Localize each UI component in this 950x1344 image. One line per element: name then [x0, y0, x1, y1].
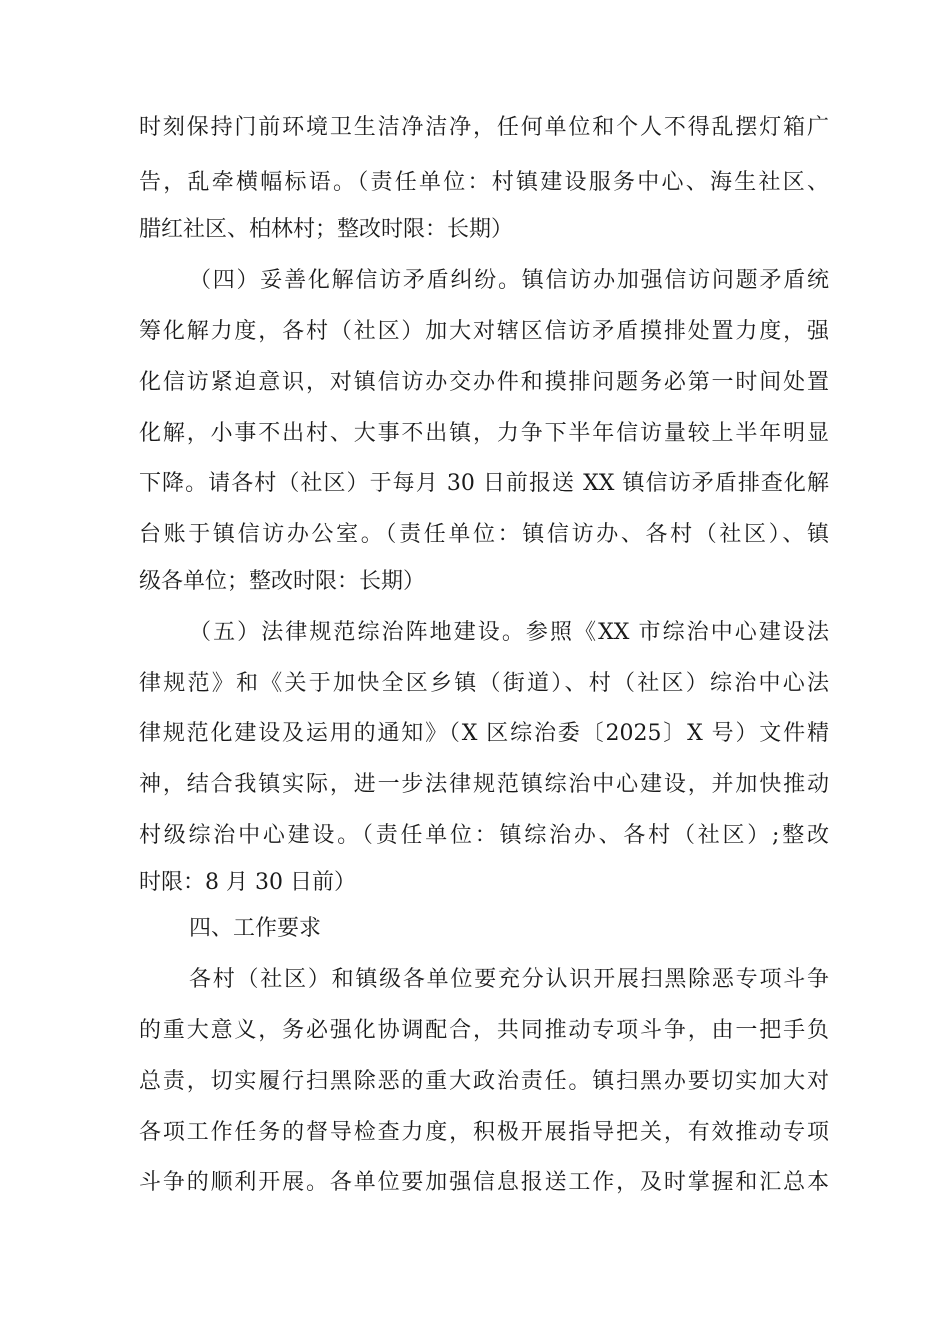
- text-line: 的重大意义，务必强化协调配合，共同推动专项斗争，由一把手负: [139, 1018, 829, 1043]
- paragraph-heading-five: （五）法律规范综治阵地建设。参照《XX 市综治中心建设法: [189, 620, 829, 645]
- text-line: 时刻保持门前环境卫生洁净洁净，任何单位和个人不得乱摆灯箱广: [139, 115, 829, 140]
- text-line: 律规范》和《关于加快全区乡镇（街道）、村（社区）综治中心法: [139, 671, 829, 696]
- paragraph-heading-four: （四）妥善化解信访矛盾纠纷。镇信访办加强信访问题矛盾统: [189, 268, 829, 293]
- text-line: 化解，小事不出村、大事不出镇，力争下半年信访量较上半年明显: [139, 421, 829, 446]
- text-line: 总责，切实履行扫黑除恶的重大政治责任。镇扫黑办要切实加大对: [139, 1069, 829, 1094]
- text-line: 告，乱牵横幅标语。（责任单位：村镇建设服务中心、海生社区、: [139, 170, 829, 195]
- text-line: 化信访紧迫意识，对镇信访办交办件和摸排问题务必第一时间处置: [139, 370, 829, 395]
- text-line: 级各单位；整改时限：长期）: [139, 569, 426, 594]
- text-line: 斗争的顺利开展。各单位要加强信息报送工作，及时掌握和汇总本: [139, 1170, 829, 1195]
- text-line: 腊红社区、柏林村；整改时限：长期）: [139, 217, 514, 242]
- text-line: 村级综治中心建设。（责任单位：镇综治办、各村（社区）;整改: [139, 823, 829, 848]
- text-line: 台账于镇信访办公室。（责任单位：镇信访办、各村（社区）、镇: [139, 522, 829, 547]
- text-line: 下降。请各村（社区）于每月 30 日前报送 XX 镇信访矛盾排查化解: [139, 471, 829, 496]
- text-line: 各村（社区）和镇级各单位要充分认识开展扫黑除恶专项斗争: [189, 967, 829, 992]
- text-line: 各项工作任务的督导检查力度，积极开展指导把关，有效推动专项: [139, 1120, 829, 1145]
- section-heading-work-requirements: 四、工作要求: [189, 916, 322, 941]
- text-line: 神，结合我镇实际，进一步法律规范镇综治中心建设，并加快推动: [139, 772, 829, 797]
- text-line: 筹化解力度，各村（社区）加大对辖区信访矛盾摸排处置力度，强: [139, 319, 829, 344]
- text-line: 律规范化建设及运用的通知》（X 区综治委〔2025〕X 号）文件精: [139, 721, 829, 746]
- text-line: 时限：8 月 30 日前）: [139, 870, 356, 895]
